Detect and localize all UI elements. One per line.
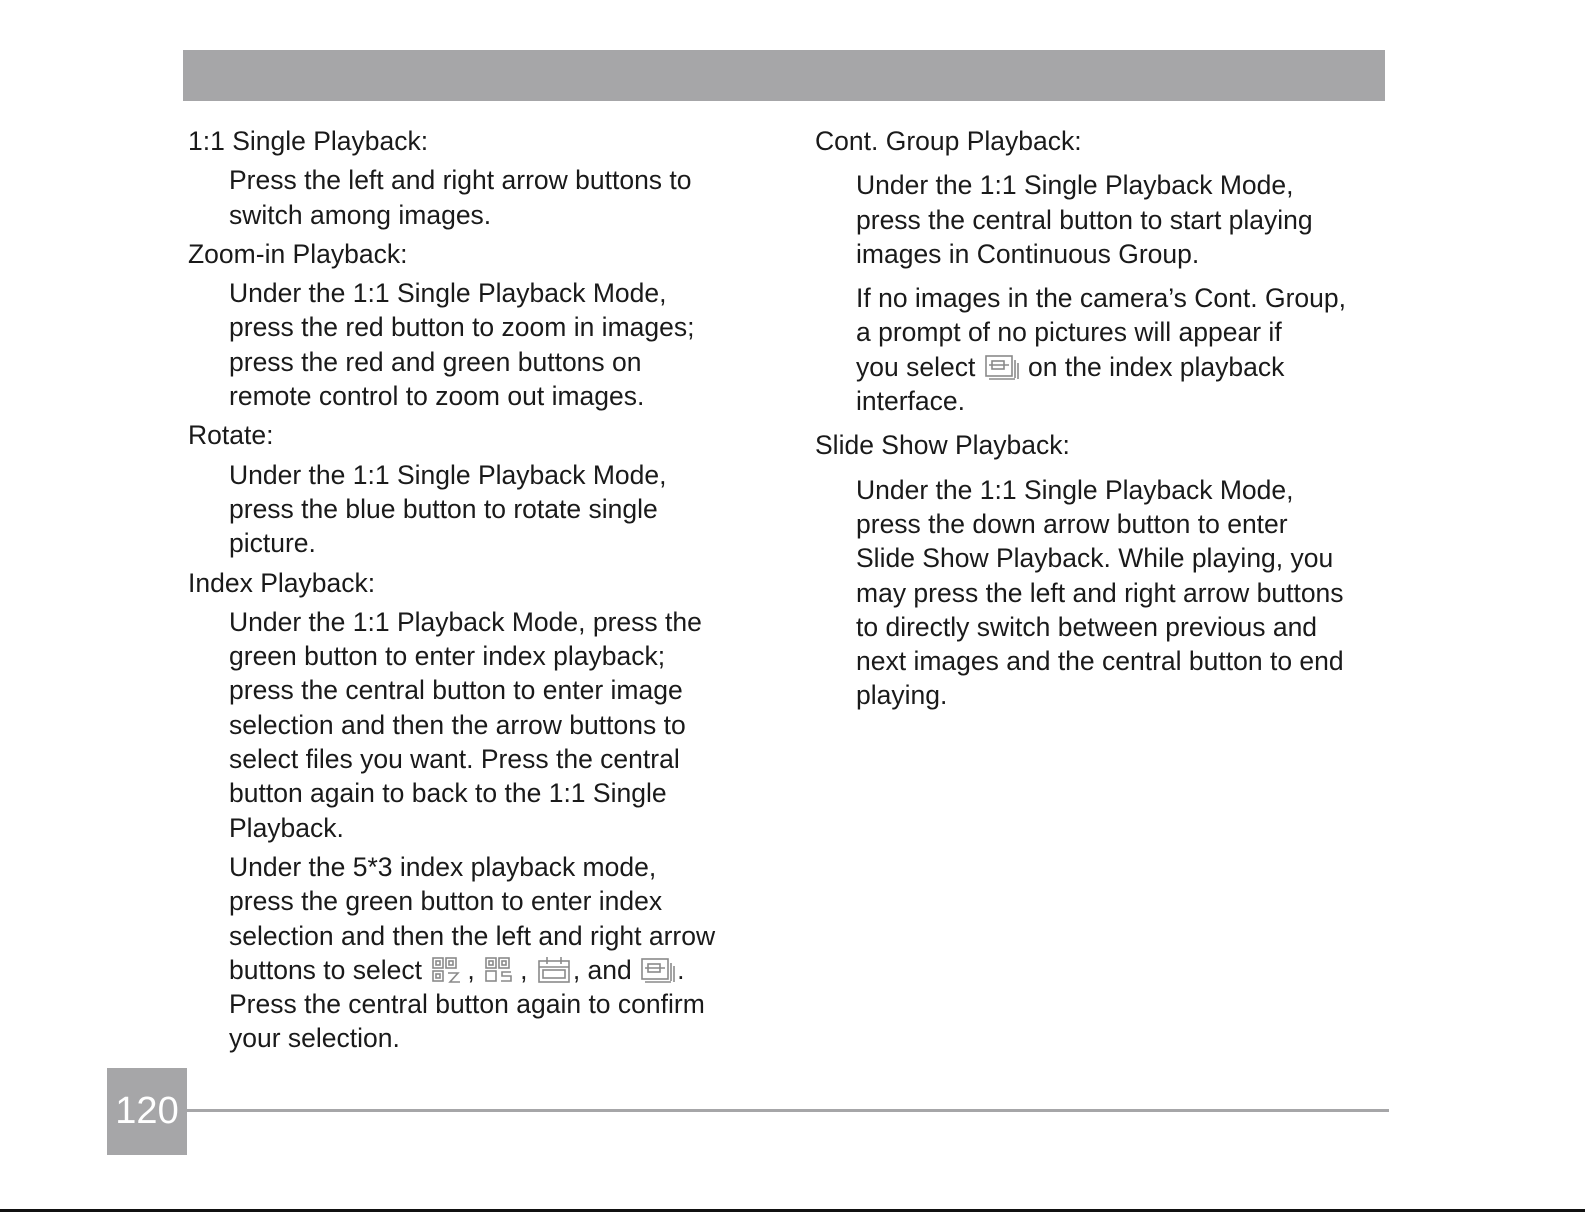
heading-zoom-in-playback: Zoom-in Playback: (188, 238, 408, 269)
heading-single-playback: 1:1 Single Playback: (188, 126, 429, 156)
cont-group-icon (984, 352, 1020, 382)
text-line: Press the central button again to confirm (229, 989, 705, 1020)
heading-rotate: Rotate: (188, 420, 274, 451)
text-line: selection and then the left and right arrow (229, 920, 716, 951)
index-grid-icon (430, 955, 466, 985)
text-fragment: , (520, 954, 535, 985)
page-number: 120 (107, 1068, 187, 1155)
text-line-with-icons (229, 953, 773, 987)
index-calendar-icon (536, 955, 572, 985)
heading-slide-show-playback: Slide Show Playback: (815, 430, 1070, 461)
text-fragment: . (677, 954, 685, 985)
page-bottom-rule (0, 1209, 1585, 1212)
heading-cont-group-playback: Cont. Group Playback: (815, 126, 1082, 156)
index-favorite-icon (483, 955, 519, 985)
left-column (188, 124, 773, 1056)
paragraph-single-playback: Press the left and right arrow buttons to switch among images. (229, 165, 692, 230)
cont-group-icon (640, 955, 676, 985)
paragraph-zoom-in-playback: Under the 1:1 Single Playback Mode, press the red button to zoom in images; press the red and green buttons on remote control to zoom out images. (229, 278, 695, 412)
heading-index-playback: Index Playback: (188, 567, 376, 598)
text-fragment: you select (856, 351, 983, 382)
paragraph-index-playback: Under the 1:1 Playback Mode, press the green button to enter index playback; press the central button to enter image selection and then the arrow buttons to select files you want. Press the central button again to back to the 1:1 Single Playback. (229, 606, 702, 843)
paragraph-cont-group-playback: Under the 1:1 Single Playback Mode, press the central button to start playing images in Continuous Group. (856, 170, 1313, 269)
paragraph-index-selection (229, 850, 773, 1056)
header-bar (183, 50, 1385, 101)
text-fragment: on the index playback (1020, 351, 1285, 382)
text-line-with-icon (856, 350, 1405, 384)
text-fragment: buttons to select (229, 954, 430, 985)
right-column (815, 124, 1405, 713)
paragraph-rotate: Under the 1:1 Single Playback Mode, press the blue button to rotate single picture. (229, 459, 667, 559)
text-line: a prompt of no pictures will appear if (856, 317, 1282, 348)
text-line: press the green button to enter index (229, 886, 663, 917)
text-fragment: , and (572, 954, 640, 985)
text-line: interface. (856, 386, 966, 417)
text-line: your selection. (229, 1023, 400, 1054)
footer-divider (187, 1109, 1389, 1112)
paragraph-cont-group-prompt (856, 281, 1405, 418)
text-line: If no images in the camera’s Cont. Group, (856, 283, 1347, 314)
paragraph-slide-show-playback: Under the 1:1 Single Playback Mode, press the down arrow button to enter Slide Show Playback. While playing, you may press the left and right arrow buttons to directly switch between previous and next images and the central button to end playing. (856, 474, 1344, 711)
text-fragment: , (467, 954, 483, 985)
text-line: Under the 5*3 index playback mode, (229, 851, 657, 882)
